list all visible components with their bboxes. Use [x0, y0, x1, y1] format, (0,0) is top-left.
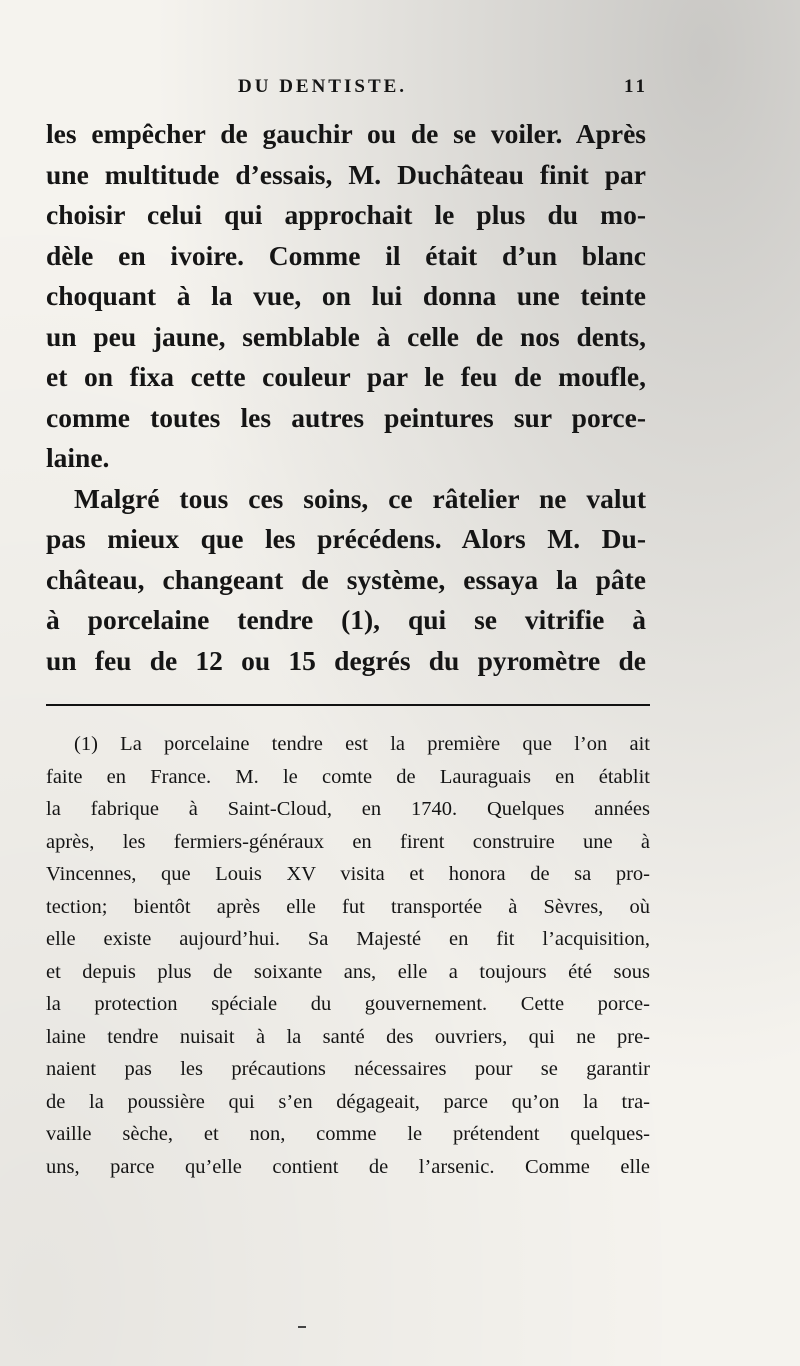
footnote-line: Vincennes, que Louis XV visita et honora de sa pro-	[46, 863, 650, 885]
running-head: DU DENTISTE.	[238, 76, 408, 97]
footnote-line: la protection spéciale du gouvernement. Cette porce-	[46, 993, 650, 1015]
main-text	[46, 114, 646, 681]
text-line: laine.	[46, 442, 110, 473]
text-line: une multitude d’essais, M. Duchâteau finit par	[46, 158, 646, 190]
text-line: les empêcher de gauchir ou de se voiler. Après	[46, 118, 646, 149]
footnote-divider	[46, 704, 650, 706]
text-line: château, changeant de système, essaya la pâte	[46, 563, 646, 595]
footnote	[46, 728, 650, 1183]
text-line: un peu jaune, semblable à celle de nos dents,	[46, 320, 646, 352]
footnote-line: faite en France. M. le comte de Lauraguais en établit	[46, 765, 650, 788]
text-line: Malgré tous ces soins, ce râtelier ne valut	[74, 482, 646, 514]
text-line: choisir celui qui approchait le plus du mo-	[46, 199, 646, 230]
text-line: choquant à la vue, on lui donna une teinte	[46, 280, 646, 311]
printer-mark	[298, 1326, 306, 1328]
text-line: pas mieux que les précédens. Alors M. Du-	[46, 523, 646, 554]
footnote-line: elle existe aujourd’hui. Sa Majesté en fit l’acquisition,	[46, 928, 650, 950]
footnote-line: tection; bientôt après elle fut transportée à Sèvres, où	[46, 895, 650, 918]
footnote-line: laine tendre nuisait à la santé des ouvriers, qui ne pre-	[46, 1025, 650, 1048]
footnote-line: de la poussière qui s’en dégageait, parce qu’on la tra-	[46, 1090, 650, 1113]
text-line: un feu de 12 ou 15 degrés du pyromètre de	[46, 644, 646, 676]
text-line: comme toutes les autres peintures sur porce-	[46, 401, 646, 433]
footnote-line: et depuis plus de soixante ans, elle a toujours été sous	[46, 960, 650, 983]
page-number: 11	[624, 76, 648, 97]
text-line: à porcelaine tendre (1), qui se vitrifie à	[46, 604, 646, 635]
footnote-line: uns, parce qu’elle contient de l’arsenic. Comme elle	[46, 1155, 650, 1178]
footnote-line: (1) La porcelaine tendre est la première que l’on ait	[74, 733, 650, 755]
footnote-line: vaille sèche, et non, comme le prétendent quelques-	[46, 1123, 650, 1145]
text-line: et on fixa cette couleur par le feu de moufle,	[46, 361, 646, 392]
page-header	[48, 76, 648, 104]
text-line: dèle en ivoire. Comme il était d’un blanc	[46, 239, 646, 271]
footnote-line: naient pas les précautions nécessaires pour se garantir	[46, 1058, 650, 1080]
footnote-line: après, les fermiers-généraux en firent construire une à	[46, 830, 650, 853]
footnote-line: la fabrique à Saint-Cloud, en 1740. Quelques années	[46, 798, 650, 820]
